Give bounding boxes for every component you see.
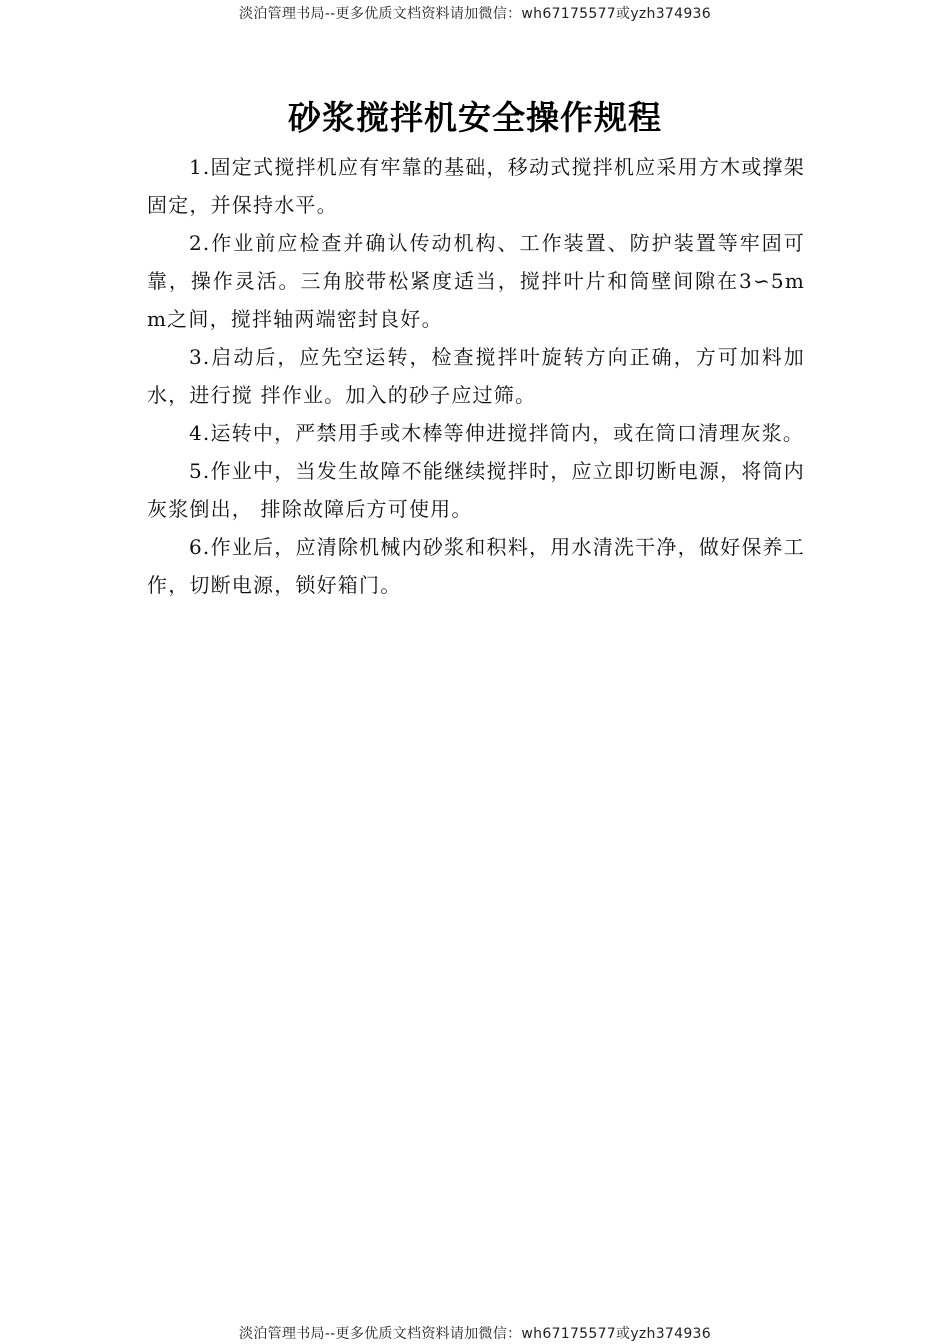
rule-item-3: 3.启动后，应先空运转，检查搅拌叶旋转方向正确，方可加料加水，进行搅 拌作业。加入的砂子应过筛。 xyxy=(147,345,805,407)
document-body xyxy=(147,148,805,604)
page-footer: 淡泊管理书局--更多优质文档资料请加微信：wh67175577或yzh374936 xyxy=(239,1326,711,1342)
rule-item-5: 5.作业中，当发生故障不能继续搅拌时，应立即切断电源，将筒内灰浆倒出， 排除故障后方可使用。 xyxy=(147,459,805,521)
document-title: 砂浆搅拌机安全操作规程 xyxy=(288,98,662,137)
rule-item-6: 6.作业后，应清除机械内砂浆和积料，用水清洗干净，做好保养工作，切断电源，锁好箱门。 xyxy=(147,535,805,597)
rule-item-1: 1.固定式搅拌机应有牢靠的基础，移动式搅拌机应采用方木或撑架固定，并保持水平。 xyxy=(147,155,805,217)
rule-item-2: 2.作业前应检查并确认传动机构、工作装置、防护装置等牢固可靠，操作灵活。三角胶带松紧度适当，搅拌叶片和筒壁间隙在3∽5mm之间，搅拌轴两端密封良好。 xyxy=(147,231,805,331)
rule-item-4: 4.运转中，严禁用手或木棒等伸进搅拌筒内，或在筒口清理灰浆。 xyxy=(189,421,805,445)
page-header: 淡泊管理书局--更多优质文档资料请加微信：wh67175577或yzh374936 xyxy=(239,6,711,22)
